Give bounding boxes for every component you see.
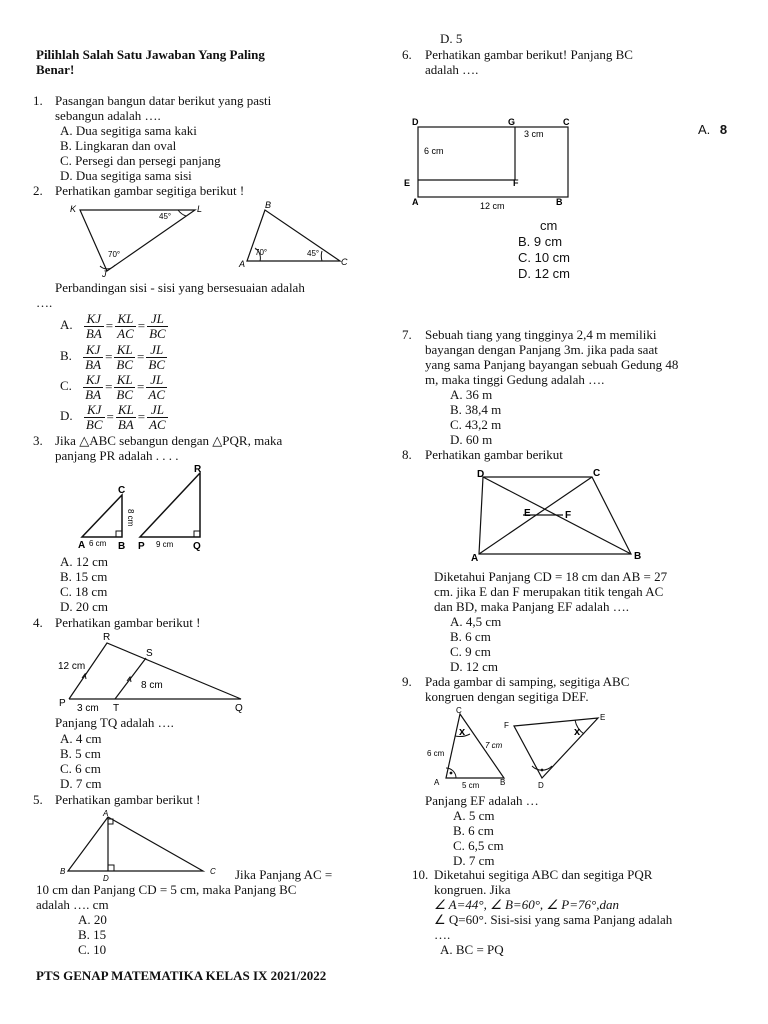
angle-45: 45° — [159, 212, 172, 221]
length-ts: 8 cm — [141, 680, 163, 691]
fraction: $\frac{KJ}{BC}$ — [85, 401, 103, 432]
question-number: 5. — [33, 792, 43, 807]
label-d: D — [412, 117, 419, 127]
question-text: panjang PR adalah . . . . — [55, 448, 179, 463]
q5-option-d[interactable]: D. 5 — [440, 31, 463, 46]
angle-x: x — [574, 726, 581, 738]
option-letter: D. — [60, 408, 73, 423]
question-number: 8. — [402, 447, 412, 462]
question-number: 6. — [402, 47, 412, 62]
option-letter: A. — [698, 122, 711, 137]
option-d[interactable]: D. 12 cm — [450, 659, 499, 674]
question-text: ∠ A=44°, ∠ B=60°, ∠ P=76°,dan — [434, 897, 619, 912]
question-number: 10. — [412, 867, 429, 882]
q2-figure — [60, 198, 360, 278]
label-b: B — [265, 200, 272, 210]
triangle-abc — [238, 200, 348, 269]
q9-figure — [422, 704, 622, 794]
label-l: L — [197, 204, 203, 214]
label-b: B — [60, 867, 66, 876]
fraction: $\frac{JL}{AC}$ — [149, 401, 166, 432]
option-c[interactable]: C. $\frac{KJ}{BA}$ = $\frac{KL}{BC}$ = $\frac{JL}{AC}$ — [60, 371, 165, 402]
question-stem: Panjang EF adalah … — [425, 793, 539, 808]
length-gc: 3 cm — [524, 129, 544, 139]
option-a[interactable]: A. 5 cm — [453, 808, 495, 823]
fraction: $\frac{KJ}{BA}$ — [85, 371, 102, 402]
label-j: J — [102, 269, 107, 279]
label-d: D — [538, 781, 544, 790]
label-e: E — [524, 508, 531, 519]
option-a[interactable]: A. BC = PQ — [440, 942, 504, 957]
label-a: A — [239, 259, 246, 269]
label-c: C — [341, 257, 348, 267]
option-d[interactable]: D. $\frac{KJ}{BC}$ = $\frac{KL}{BA}$ = $\frac{JL}{AC}$ — [60, 401, 166, 432]
fraction: $\frac{KJ}{BA}$ — [85, 310, 102, 341]
q8-figure — [465, 463, 655, 563]
angle-x: x — [459, 726, 466, 738]
fraction: $\frac{JL}{AC}$ — [148, 371, 165, 402]
question-stem: Panjang TQ adalah …. — [55, 715, 174, 730]
option-c[interactable]: C. 6 cm — [60, 761, 101, 776]
fraction: $\frac{KL}{BA}$ — [117, 401, 134, 432]
question-stem: Jika Panjang AC = — [235, 867, 333, 882]
option-d[interactable]: D. 7 cm — [453, 853, 495, 868]
question-stem: dan BD, maka Panjang EF adalah …. — [434, 599, 629, 614]
label-b: B — [500, 778, 506, 787]
option-b[interactable]: B. 9 cm — [518, 234, 563, 249]
label-a: A — [103, 809, 109, 818]
label-c: C — [118, 485, 126, 496]
question-stem: adalah …. cm — [36, 897, 109, 912]
label-a: A — [412, 197, 419, 207]
option-b[interactable]: B. $\frac{KJ}{BA}$ = $\frac{KL}{BC}$ = $\frac{JL}{BC}$ — [60, 341, 165, 372]
label-a: A — [471, 553, 479, 564]
option-letter: C. — [60, 378, 72, 393]
option-a[interactable] — [698, 122, 727, 137]
instruction-line-2: Benar! — [36, 62, 75, 77]
q3-figure — [74, 463, 224, 555]
option-a[interactable]: A. 4 cm — [60, 731, 102, 746]
label-b: B — [118, 541, 126, 552]
length-ac: 6 cm — [427, 749, 445, 758]
length-pr: 12 cm — [58, 661, 86, 672]
fraction: $\frac{JL}{BC}$ — [149, 310, 166, 341]
label-c: C — [593, 468, 601, 479]
question-text: Sebuah tiang yang tingginya 2,4 m memiliki — [425, 327, 657, 342]
label-c: C — [563, 117, 570, 127]
question-text: Perhatikan gambar berikut — [425, 447, 563, 462]
option-a[interactable]: A. 12 cm — [60, 554, 109, 569]
fraction: $\frac{KJ}{BA}$ — [85, 341, 102, 372]
option-a-unit: cm — [540, 218, 558, 233]
label-r: R — [103, 632, 111, 643]
length-bc: 8 cm — [126, 509, 135, 527]
q6-figure — [400, 112, 590, 212]
question-text: adalah …. — [425, 62, 479, 77]
length-ab: 6 cm — [89, 539, 107, 548]
option-d[interactable]: D. 7 cm — [60, 776, 102, 791]
label-q: Q — [235, 703, 243, 714]
option-a[interactable]: A. Dua segitiga sama kaki — [60, 123, 197, 138]
option-c[interactable]: C. 10 cm — [518, 250, 571, 265]
option-a[interactable]: A. 20 — [78, 912, 107, 927]
option-c[interactable]: C. Persegi dan persegi panjang — [60, 153, 221, 168]
length-pt: 3 cm — [77, 703, 99, 714]
option-b[interactable]: B. 6 cm — [453, 823, 494, 838]
option-b[interactable]: B. Lingkaran dan oval — [60, 138, 177, 153]
question-number: 2. — [33, 183, 43, 198]
fraction: $\frac{KL}{BC}$ — [116, 341, 134, 372]
question-text: Perhatikan gambar berikut ! — [55, 792, 201, 807]
option-letter: B. — [60, 348, 72, 363]
question-number: 3. — [33, 433, 43, 448]
label-t: T — [113, 703, 120, 714]
label-d: D — [477, 469, 485, 480]
triangle-kjl — [70, 204, 202, 279]
q4-figure — [55, 630, 255, 715]
question-text: Perhatikan gambar segitiga berikut ! — [55, 183, 245, 198]
option-letter: A. — [60, 317, 73, 332]
option-c[interactable]: C. 43,2 m — [450, 417, 502, 432]
angle-70: 70° — [108, 250, 121, 259]
label-p: P — [59, 698, 66, 709]
label-b: B — [556, 197, 563, 207]
label-a: A — [434, 778, 440, 787]
question-text: sebangun adalah …. — [55, 108, 161, 123]
question-number: 9. — [402, 674, 412, 689]
option-b[interactable]: B. 5 cm — [60, 746, 101, 761]
length-pq: 9 cm — [156, 540, 174, 549]
label-a: A — [78, 540, 86, 551]
option-a[interactable]: A. 4,5 cm — [450, 614, 502, 629]
option-value: 8 — [719, 122, 728, 137]
label-b: B — [634, 551, 642, 562]
label-r: R — [194, 464, 202, 475]
angle-45: 45° — [307, 249, 320, 258]
question-text: …. — [434, 927, 451, 942]
question-text: kongruen dengan segitiga DEF. — [425, 689, 589, 704]
length-ab: 12 cm — [480, 201, 505, 211]
question-stem: …. — [36, 295, 53, 310]
length-bc: 7 cm — [485, 741, 503, 750]
option-b[interactable]: B. 6 cm — [450, 629, 491, 644]
question-text: Pasangan bangun datar berikut yang pasti — [55, 93, 272, 108]
label-c: C — [210, 867, 216, 876]
question-number: 1. — [33, 93, 43, 108]
question-text: Perhatikan gambar berikut ! — [55, 615, 201, 630]
question-stem: cm. jika E dan F merupakan titik tengah AC — [434, 584, 664, 599]
label-c: C — [456, 706, 462, 715]
angle-70: 70° — [255, 248, 268, 257]
question-stem: Diketahui Panjang CD = 18 cm dan AB = 27 — [434, 569, 668, 584]
question-text: m, maka tinggi Gedung adalah …. — [425, 372, 605, 387]
question-text: Pada gambar di samping, segitiga ABC — [425, 674, 630, 689]
option-c[interactable]: C. 9 cm — [450, 644, 491, 659]
label-f: F — [565, 510, 572, 521]
length-ab: 5 cm — [462, 781, 480, 790]
label-d: D — [103, 874, 109, 883]
label-f: F — [504, 721, 509, 730]
option-d[interactable]: D. 12 cm — [518, 266, 571, 281]
fraction: $\frac{KL}{BC}$ — [116, 371, 134, 402]
option-d[interactable]: D. Dua segitiga sama sisi — [60, 168, 192, 183]
option-b[interactable]: B. 38,4 m — [450, 402, 502, 417]
option-a[interactable]: A. $\frac{KJ}{BA}$ = $\frac{KL}{AC}$ = $\frac{JL}{BC}$ — [60, 310, 166, 341]
q5-figure — [58, 808, 238, 883]
label-k: K — [70, 204, 77, 214]
option-c[interactable]: C. 10 — [78, 942, 107, 957]
question-text: Diketahui segitiga ABC dan segitiga PQR — [434, 867, 653, 882]
question-stem: 10 cm dan Panjang CD = 5 cm, maka Panjang BC — [36, 882, 297, 897]
length-de: 6 cm — [424, 146, 444, 156]
label-q: Q — [193, 541, 201, 552]
label-f: F — [513, 178, 519, 188]
fraction: $\frac{JL}{BC}$ — [148, 341, 165, 372]
option-b[interactable]: B. 15 — [78, 927, 107, 942]
fraction: $\frac{KL}{AC}$ — [117, 310, 134, 341]
label-s: S — [146, 648, 153, 659]
question-text: Perhatikan gambar berikut! Panjang BC — [425, 47, 633, 62]
option-a[interactable]: A. 36 m — [450, 387, 493, 402]
option-d[interactable]: D. 20 cm — [60, 599, 109, 614]
label-e: E — [404, 178, 411, 188]
question-text: kongruen. Jika — [434, 882, 511, 897]
option-c[interactable]: C. 18 cm — [60, 584, 108, 599]
instruction-line-1: Pilihlah Salah Satu Jawaban Yang Paling — [36, 47, 265, 62]
option-b[interactable]: B. 15 cm — [60, 569, 108, 584]
question-text: yang sama Panjang bayangan sebuah Gedung 48 — [425, 357, 679, 372]
label-p: P — [138, 541, 145, 552]
label-g: G — [508, 117, 516, 127]
question-stem: Perbandingan sisi - sisi yang bersesuaian adalah — [55, 280, 305, 295]
question-text: ∠ Q=60°. Sisi-sisi yang sama Panjang adalah — [434, 912, 673, 927]
footer: PTS GENAP MATEMATIKA KELAS IX 2021/2022 — [36, 968, 327, 983]
option-d[interactable]: D. 60 m — [450, 432, 493, 447]
option-c[interactable]: C. 6,5 cm — [453, 838, 504, 853]
question-text: Jika △ABC sebangun dengan △PQR, maka — [55, 433, 283, 448]
label-e: E — [600, 713, 606, 722]
question-number: 7. — [402, 327, 412, 342]
question-number: 4. — [33, 615, 43, 630]
question-text: bayangan dengan Panjang 3m. jika pada saat — [425, 342, 658, 357]
